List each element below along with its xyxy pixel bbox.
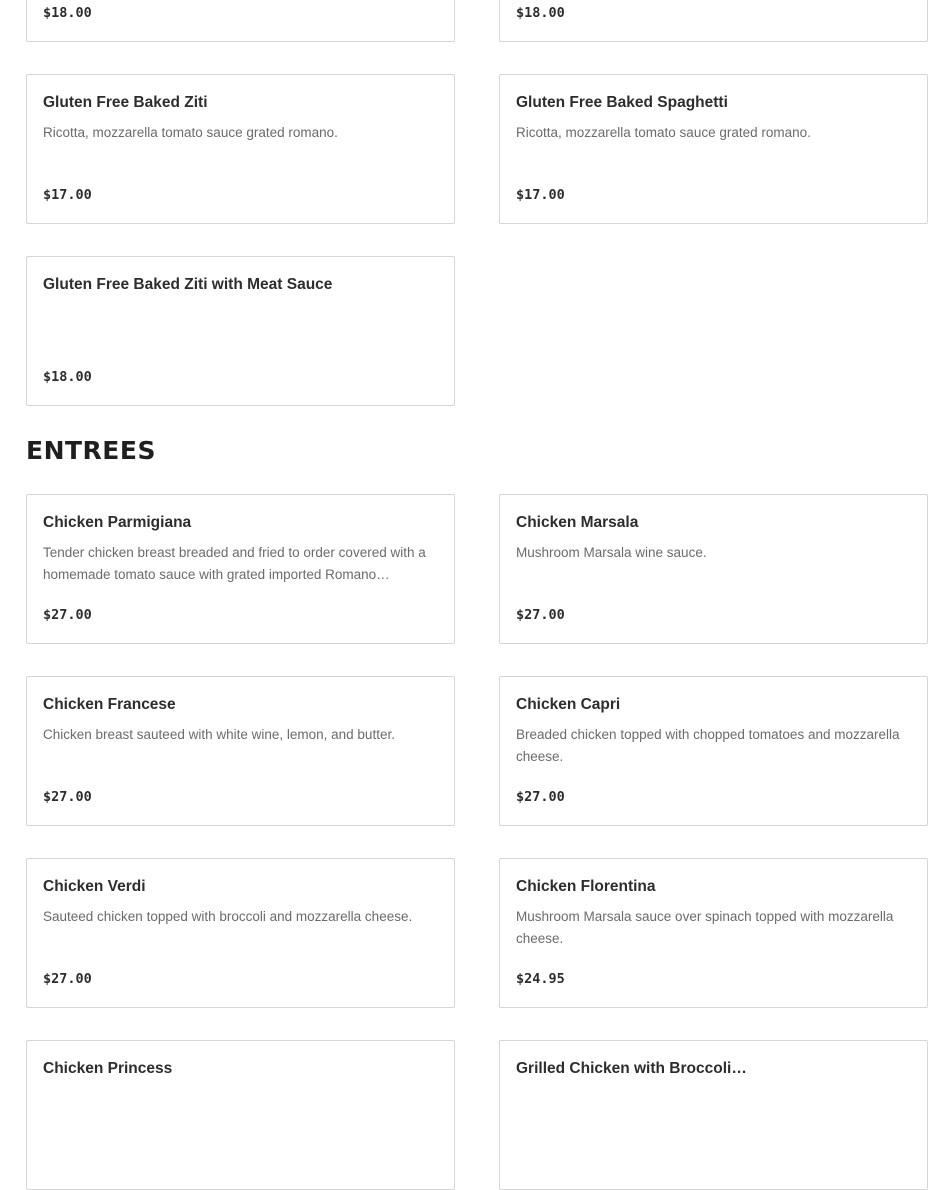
menu-item-card[interactable] (499, 858, 928, 1008)
menu-item-card[interactable] (26, 1040, 455, 1190)
item-price: $24.95 (516, 971, 565, 987)
menu-item-card[interactable] (26, 74, 455, 224)
item-name: Gluten Free Baked Spaghetti (516, 94, 728, 111)
item-price: $17.00 (516, 187, 565, 203)
item-price: $27.00 (43, 971, 92, 987)
menu-item-card[interactable] (499, 74, 928, 224)
item-name: Chicken Verdi (43, 878, 146, 895)
menu-item-card[interactable] (26, 858, 455, 1008)
item-price: $27.00 (516, 789, 565, 805)
menu-item-card[interactable] (499, 1040, 928, 1190)
item-price: $18.00 (516, 5, 565, 21)
menu-item-card[interactable] (26, 0, 455, 42)
item-price: $18.00 (43, 5, 92, 21)
item-name: Chicken Parmigiana (43, 514, 192, 531)
item-price: $17.00 (43, 187, 92, 203)
item-name: Chicken Marsala (516, 514, 639, 531)
item-description: Mushroom Marsala sauce over spinach topped with mozzarella cheese. (516, 909, 894, 946)
item-price: $18.00 (43, 369, 92, 385)
item-description: Ricotta, mozzarella tomato sauce grated romano. (516, 125, 811, 140)
section-title: ENTREES (26, 436, 156, 465)
item-name: Chicken Princess (43, 1060, 173, 1077)
menu-item-card[interactable] (26, 676, 455, 826)
menu-item-card[interactable] (499, 676, 928, 826)
menu-item-card[interactable] (26, 494, 455, 644)
item-price: $27.00 (516, 607, 565, 623)
item-description: Chicken breast sauteed with white wine, lemon, and butter. (43, 727, 395, 742)
item-description: Ricotta, mozzarella tomato sauce grated romano. (43, 125, 338, 140)
item-description: Breaded chicken topped with chopped tomatoes and mozzarella cheese. (516, 727, 900, 764)
item-name: Chicken Francese (43, 696, 176, 713)
item-name: Gluten Free Baked Ziti (43, 94, 208, 111)
item-description: Tender chicken breast breaded and fried to order covered with a homemade tomato sauce with grated imported Romano… (43, 545, 426, 582)
item-description: Mushroom Marsala wine sauce. (516, 545, 707, 560)
item-name: Chicken Capri (516, 696, 621, 713)
item-name: Grilled Chicken with Broccoli… (516, 1060, 747, 1077)
item-description: Sauteed chicken topped with broccoli and mozzarella cheese. (43, 909, 413, 924)
menu-item-card[interactable] (499, 494, 928, 644)
menu-item-card[interactable] (26, 256, 455, 406)
item-price: $27.00 (43, 789, 92, 805)
menu-item-card[interactable] (499, 0, 928, 42)
item-price: $27.00 (43, 607, 92, 623)
item-name: Chicken Florentina (516, 878, 656, 895)
item-name: Gluten Free Baked Ziti with Meat Sauce (43, 276, 333, 293)
